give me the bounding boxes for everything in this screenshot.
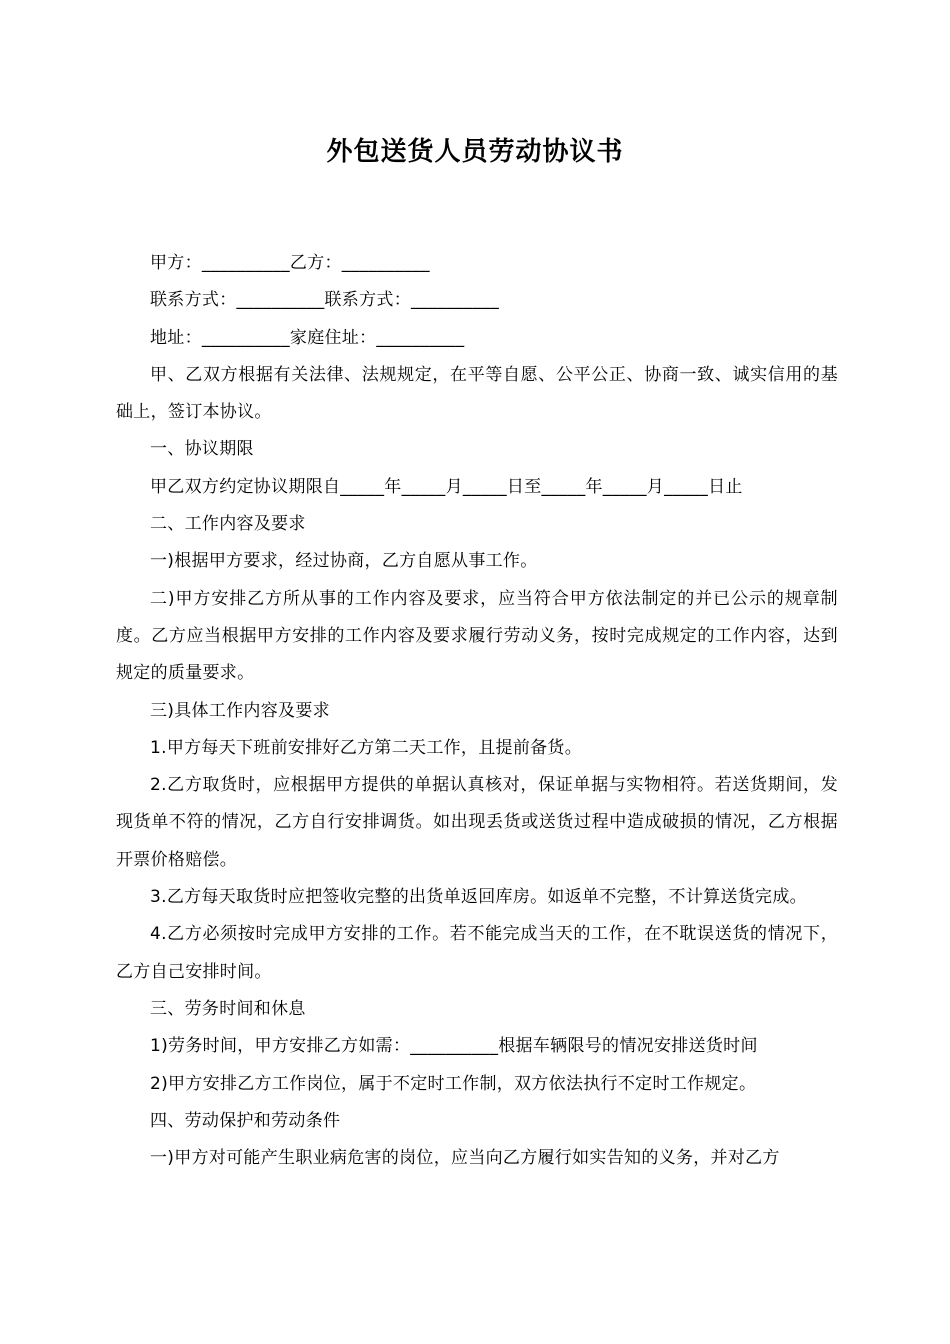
work-clause-2: 二)甲方安排乙方所从事的工作内容及要求，应当符合甲方依法制定的并已公示的规章制度。乙方应当根据甲方安排的工作内容及要求履行劳动义务，按时完成规定的工作内容，达到规定的质量要求。 <box>116 588 838 684</box>
hours-clause-2: 2)甲方安排乙方工作岗位，属于不定时工作制，双方依法执行不定时工作规定。 <box>150 1073 757 1094</box>
section-heading-work: 二、工作内容及要求 <box>150 514 306 535</box>
work-item-1: 1.甲方每天下班前安排好乙方第二天工作，且提前备货。 <box>150 737 583 758</box>
section-heading-protection: 四、劳动保护和劳动条件 <box>150 1110 341 1131</box>
contact-line: 联系方式：__________联系方式：__________ <box>150 290 499 311</box>
term-paragraph: 甲乙双方约定协议期限自_____年_____月_____日至_____年_____月_____日止 <box>150 476 743 497</box>
work-clause-3-heading: 三)具体工作内容及要求 <box>150 700 330 721</box>
section-heading-hours: 三、劳务时间和休息 <box>150 998 306 1019</box>
work-item-4: 4.乙方必须按时完成甲方安排的工作。若不能完成当天的工作，在不耽误送货的情况下，乙方自己安排时间。 <box>116 924 838 982</box>
work-item-3: 3.乙方每天取货时应把签收完整的出货单返回库房。如返单不完整，不计算送货完成。 <box>150 887 807 908</box>
work-clause-1: 一)根据甲方要求，经过协商，乙方自愿从事工作。 <box>150 551 538 572</box>
hours-clause-1: 1)劳务时间，甲方安排乙方如需：__________根据车辆限号的情况安排送货时间 <box>150 1036 758 1057</box>
party-names-line: 甲方：__________乙方：__________ <box>150 253 430 273</box>
preamble-paragraph: 甲、乙双方根据有关法律、法规规定，在平等自愿、公平公正、协商一致、诚实信用的基础上，签订本协议。 <box>116 364 838 423</box>
protection-clause-1: 一)甲方对可能产生职业病危害的岗位，应当向乙方履行如实告知的义务，并对乙方 <box>150 1148 780 1169</box>
section-heading-term: 一、协议期限 <box>150 439 254 460</box>
work-item-2: 2.乙方取货时，应根据甲方提供的单据认真核对，保证单据与实物相符。若送货期间，发现货单不符的情况，乙方自行安排调货。如出现丢货或送货过程中造成破损的情况，乙方根据开票价格赔偿。 <box>116 775 838 870</box>
document-title: 外包送货人员劳动协议书 <box>326 137 624 167</box>
address-line: 地址：__________家庭住址：__________ <box>150 327 465 348</box>
document-body <box>116 245 838 1177</box>
